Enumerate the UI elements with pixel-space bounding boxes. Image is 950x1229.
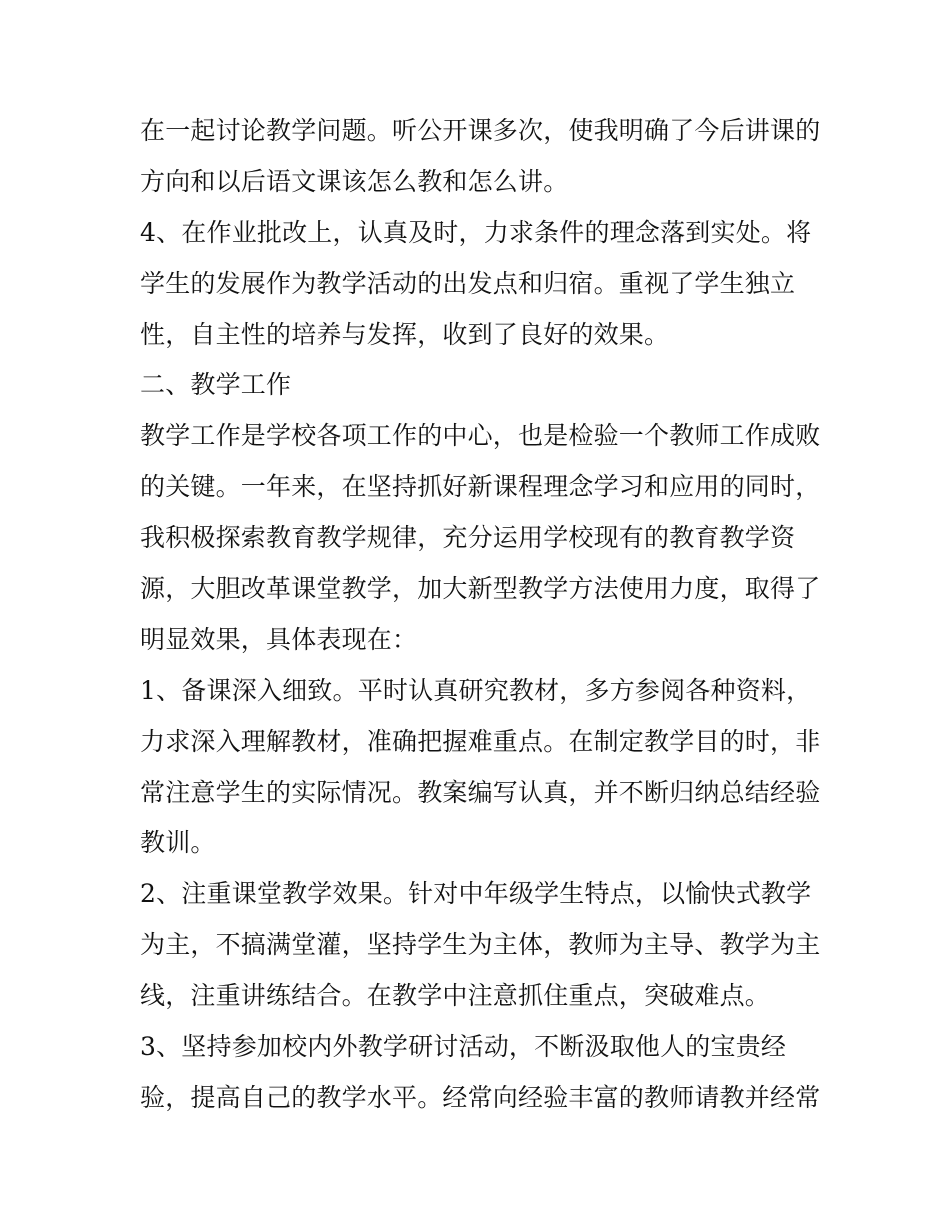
text-line-10: 源，大胆改革课堂教学，加大新型教学方法使用力度，取得了 — [140, 574, 820, 604]
text-line-2: 方向和以后语文课该怎么教和怎么讲。 — [140, 166, 569, 196]
text-line-16: 2、注重课堂教学效果。针对中年级学生特点，以愉快式教学 — [140, 879, 812, 909]
text-line-7: 教学工作是学校各项工作的中心，也是检验一个教师工作成败 — [140, 421, 820, 451]
text-line-15: 教训。 — [140, 828, 216, 858]
text-line-19: 3、坚持参加校内外教学研讨活动，不断汲取他人的宝贵经 — [140, 1032, 787, 1062]
text-line-1: 在一起讨论教学问题。听公开课多次，使我明确了今后讲课的 — [140, 116, 820, 145]
text-line-3: 4、在作业批改上，认真及时，力求条件的理念落到实处。将 — [140, 217, 812, 247]
text-line-4: 学生的发展作为教学活动的出发点和归宿。重视了学生独立 — [140, 268, 796, 298]
section-heading: 二、教学工作 — [140, 370, 292, 400]
text-line-11: 明显效果，具体表现在： — [140, 624, 418, 654]
text-line-20: 验，提高自己的教学水平。经常向经验丰富的教师请教并经常 — [140, 1082, 820, 1112]
text-line-13: 力求深入理解教材，准确把握难重点。在制定教学目的时，非 — [140, 726, 820, 756]
document-body — [140, 106, 820, 1124]
text-line-18: 线，注重讲练结合。在教学中注意抓住重点，突破难点。 — [140, 981, 771, 1011]
text-line-9: 我积极探索教育教学规律，充分运用学校现有的教育教学资 — [140, 523, 796, 553]
text-line-8: 的关键。一年来，在坚持抓好新课程理念学习和应用的同时， — [140, 472, 820, 502]
text-line-17: 为主，不搞满堂灌，坚持学生为主体，教师为主导、教学为主 — [140, 930, 820, 960]
text-line-14: 常注意学生的实际情况。教案编写认真，并不断归纳总结经验 — [140, 777, 820, 807]
text-line-12: 1、备课深入细致。平时认真研究教材，多方参阅各种资料， — [140, 675, 812, 705]
text-line-5: 性，自主性的培养与发挥，收到了良好的效果。 — [140, 319, 670, 349]
